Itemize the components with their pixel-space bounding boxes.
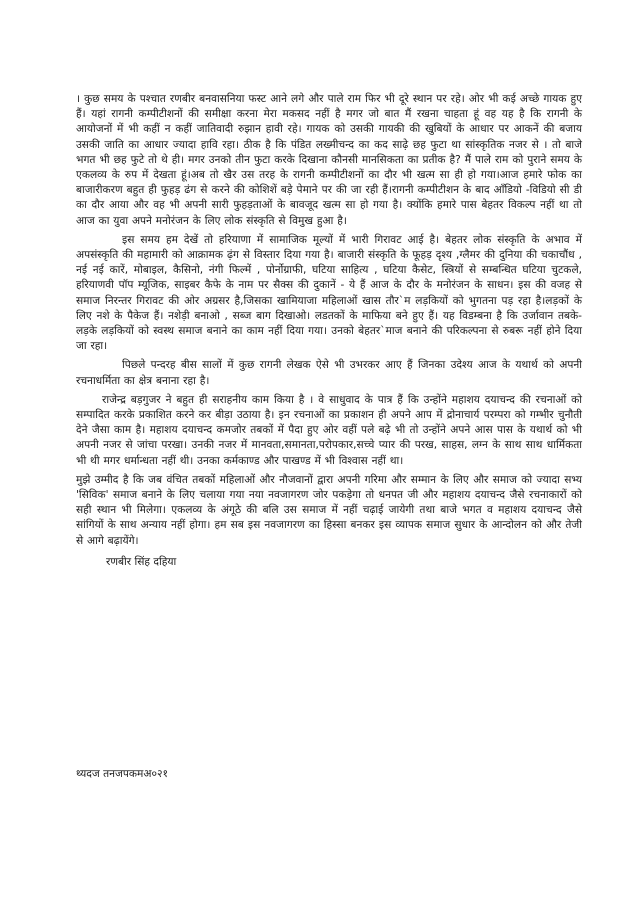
- paragraph-5: मुझे उम्मीद है कि जब वंचित तबकों महिलाओं और नौजवानों द्वारा अपनी गरिमा और सम्मान के लिए और समाज को ज्यादा सभ्य 'सिविक' समाज बनाने के लिए चलाया गया नया नवजागरण जोर पकड़ेगा तो धनपत जी और महाशय दयाचन्द जैसे रचनाकारों को सही स्थान भी मिलेगा। एकलव्य के अंगूठे की बलि उस समाज में नहीं चढ़ाई जायेगी तथा बाजे भगत व महाशय दयाचन्द जैसे सांगियों के साथ अन्याय नहीं होगा। हम सब इस नवजागरण का हिस्सा बनकर इस व्यापक समाज सुधार के आन्दोलन को और तेजी से आगे बढ़ायेंगे।: [76, 473, 582, 547]
- paragraph-2: इस समय हम देखें तो हरियाणा में सामाजिक मूल्यों में भारी गिरावट आई है। बेहतर लोक संस्कृति के अभाव में अपसंस्कृति की महामारी को आक्रामक ढ़ंग से विस्तार दिया गया है। बाजारी संस्कृति के फूहड़ दृश्य ,ग्लैमर की दुनिया की चकाचौंध , नई नई कारें, मोबाइल, कैसिनो, नंगी फिल्में , पोर्नोग्राफी, घटिया साहित्य , घटिया कैसेट, स्त्रियों से सम्बन्धित घटिया चुटकले, हरियाणवी पॉप म्यूजिक, साइबर कैफे के नाम पर सैक्स की दुकानें - ये हैं आज के दौर के मनोरंजन के साधन। इस की वजह से समाज निरन्तर गिरावट की ओर अग्रसर है,जिसका खामियाजा महिलाओं खास तौर`म लड़कियों को भुगतना पड़ रहा है।लड़कों के लिए नशे के पैकेज हैं। नशेड़ी बनाओ , सब्ज बाग दिखाओ। लडतकों के माफिया बने हुए हैं। यह विडम्बना है कि उर्जावान तबके- लड़के लड़कियों को स्वस्थ समाज बनाने का काम नहीं दिया गया। उनको बेहतर`माज बनाने की परिकल्पना से रुबरू नहीं होने दिया जा रहा।: [76, 233, 582, 353]
- paragraph-4: राजेन्द्र बड़गुजर ने बहुत ही सराहनीय काम किया है । वे साधुवाद के पात्र हैं कि उन्होंने महाशय दयाचन्द की रचनाओं को सम्पादित करके प्रकाशित करने कर बीड़ा उठाया है। इन रचनाओं का प्रकाशन ही अपने आप में द्रोनाचार्य परम्परा को गम्भीर चुनौती देने जैसा काम है। महाशय दयाचन्द कमजोर तबकों में पैदा हुए ओर वहीं पले बढ़े भी तो उन्होंने अपने आस पास के यथार्थ को भी अपनी नजर से जांचा परखा। उनकी नजर में मानवता,समानता,परोपकार,सच्चे प्यार की परख, साहस, लग्न के साथ साथ धार्मिकता भी थी मगर धर्मान्धता नहीं थी। उनका कर्मकाण्ड और पाखण्ड में भी विश्वास नहीं था।: [76, 393, 582, 467]
- document-body: [76, 92, 582, 570]
- paragraph-3: पिछले पन्दरह बीस सालों में कुछ रागनी लेखक ऐसे भी उभरकर आए हैं जिनका उदेश्य आज के यथार्थ को अपनी रचनाधर्मिता का क्षेत्र बनाना रहा है।: [76, 359, 582, 387]
- author-signature: रणबीर सिंह दहिया: [106, 555, 177, 568]
- paragraph-1: । कुछ समय के पश्चात रणबीर बनवासनिया फस्ट आने लगे और पाले राम फिर भी दूरे स्थान पर रहे। ओर भी कई अच्छे गायक हुए हैं। यहां रागनी कम्पीटीशनों की समीक्षा करना मेरा मकसद नहीं है मगर जो बात मैं रखना चाहता हूं वह यह है कि रागनी के आयोजनों में भी कहीं न कहीं जातिवादी रुझान हावी रहे। गायक को उसकी गायकी की खुबियों के आधार पर आकनें की बजाय उसकी जाति का आधार ज्यादा हावि रहा। ठीक है कि पंडित लख्मीचन्द का कद साढ़े छह फुटा था सांस्कृतिक नजर से । तो बाजे भगत भी छह फुटे तो थे ही। मगर उनको तीन फुटा करके दिखाना कौनसी मानसिकता का प्रतीक है? मैं पाले राम को पुराने समय के एकलव्य के रुप में देखता हूं।अब तो खैर उस तरह के रागनी कम्पीटीशनों का दौर भी खत्म सा ही हो गया।आज हमारे फोक का बाजारीकरण बहुत ही फुहड़ ढंग से करने की कोशिशें बड़े पेमाने पर की जा रही हैं।रागनी कम्पीटीशन के बाद आँडियो -विडियो सी डी का दौर आया और वह भी अपनी सारी फुहड़ताओं के बावजूद खत्म सा हो गया है। क्योंकि हमारे पास बेहतर विकल्प नहीं था तो आज का युवा अपने मनोरंजन के लिए लोक संस्कृति से विमुख हुआ है।: [76, 93, 582, 227]
- page-footer: थ्यदज तनजपकमअ०२१: [76, 768, 168, 780]
